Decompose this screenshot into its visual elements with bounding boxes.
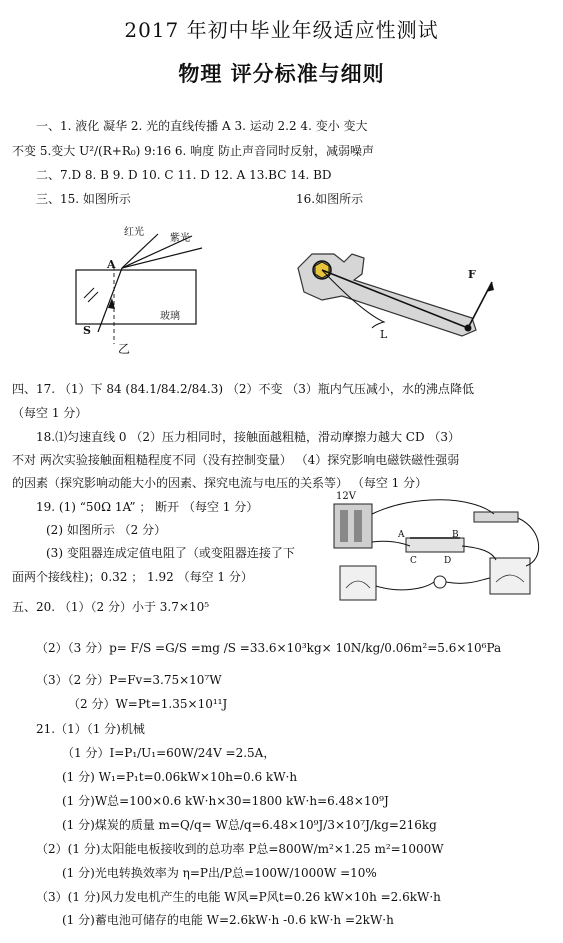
q16-label: 16.如图所示 <box>296 192 364 206</box>
q21-line7: (1 分)光电转换效率为 η=P出/P总=100W/1000W =10% <box>62 866 377 880</box>
lamp <box>434 576 446 588</box>
q20-line4: （2 分）W=Pt=1.35×10¹¹J <box>68 697 228 711</box>
force-arrowhead <box>486 282 494 292</box>
lever-arm-line <box>322 270 468 328</box>
q21-line9: (1 分)蓄电池可储存的电能 W=2.6kW·h -0.6 kW·h =2kW·h <box>62 913 394 927</box>
wire-5 <box>446 578 490 583</box>
q21-line4: (1 分)W总=100×0.6 kW·h×30=1800 kW·h=6.48×10⁹J <box>62 794 389 808</box>
battery-cell-1 <box>340 510 348 542</box>
red-light-label: 红光 <box>124 227 144 238</box>
voltmeter <box>490 558 530 594</box>
battery-label: 12V <box>336 491 356 502</box>
q19-line3: (3) 变阻器连成定值电阻了（或变阻器连接了下 <box>46 546 295 560</box>
q19-line2: (2) 如图所示 （2 分） <box>46 523 167 537</box>
section1-line1: 一、1. 液化 凝华 2. 光的直线传播 A 3. 运动 2.2 4. 变小 变大 <box>36 119 368 133</box>
wrench-figure <box>292 240 512 350</box>
q21-line5: (1 分)煤炭的质量 m=Q/q= W总/q=6.48×10⁹J/3×10⁷J/kg=216kg <box>62 818 437 832</box>
q19-line4: 面两个接线柱)；0.32 ； 1.92 （每空 1 分） <box>12 570 253 584</box>
purple-light-label: 紫光 <box>170 233 190 244</box>
hatch-mark-2 <box>88 292 98 302</box>
q18-line2: 不对 两次实验接触面粗糙程度不同（没有控制变量） （4）探究影响电磁铁磁性强弱 <box>12 453 460 467</box>
q18-line3: 的因素（探究影响动能大小的因素、探究电流与电压的关系等） （每空 1 分） <box>12 476 428 490</box>
page-subtitle: 物理 评分标准与细则 <box>178 62 385 86</box>
battery-cell-2 <box>354 510 362 542</box>
point-s-label: S <box>83 324 91 337</box>
q20-line2: （2）（3 分）p= F/S =G/S =mg /S =33.6×10³kg× 10N/kg/0.06m²=5.6×10⁶Pa <box>36 641 502 655</box>
figure-15-caption: 乙 <box>118 342 131 356</box>
switch <box>474 512 518 522</box>
terminal-c-label: C <box>410 556 417 566</box>
q21-line6: （2）(1 分)太阳能电板接收到的总功率 P总=800W/m²×1.25 m²=1000W <box>36 842 444 856</box>
q20-line3: （3）（2 分）P=Fv=3.75×10⁷W <box>36 673 222 687</box>
wire-4 <box>376 582 434 590</box>
q17-line1: 四、17. （1）下 84 (84.1/84.2/84.3) （2）不变 （3）瓶内气压减小，水的沸点降低 <box>12 382 474 396</box>
battery-box <box>334 504 372 548</box>
q21-line1: 21.（1）（1 分)机械 <box>36 722 145 736</box>
wire-3 <box>372 541 410 546</box>
circuit-figure <box>322 490 554 618</box>
rheostat <box>406 538 464 552</box>
section1-line2: 不变 5.变大 U²/(R+R₀) 9:16 6. 响度 防止声音同时反射，减弱噪声 <box>12 144 374 158</box>
force-label: F <box>468 268 476 281</box>
page-title: 2017 年初中毕业年级适应性测试 <box>124 18 439 42</box>
hatch-mark-1 <box>84 288 94 298</box>
q15-label: 三、15. 如图所示 <box>36 192 131 206</box>
terminal-d-label: D <box>444 556 452 566</box>
terminal-a-label: A <box>398 530 405 540</box>
q21-line3: (1 分) W₁=P₁t=0.06kW×10h=0.6 kW·h <box>62 770 298 784</box>
q21-line2: （1 分）I=P₁/U₁=60W/24V =2.5A， <box>62 746 276 760</box>
refracted-ray <box>122 248 202 268</box>
q20-line1: 五、20. （1）（2 分）小于 3.7×10⁵ <box>12 600 210 614</box>
terminal-b-label: B <box>452 530 459 540</box>
incident-ray <box>98 268 122 332</box>
q21-line8: （3）(1 分)风力发电机产生的电能 W风=P风t=0.26 kW×10h =2.6kW·h <box>36 890 441 904</box>
arm-label: L <box>380 328 388 341</box>
q19-line1: 19. (1) “50Ω 1A” ； 断开 （每空 1 分） <box>36 500 259 514</box>
q17-line2: （每空 1 分） <box>12 406 88 420</box>
glass-label: 玻璃 <box>160 311 180 322</box>
section2-answers: 二、7.D 8. B 9. D 10. C 11. D 12. A 13.BC 14. BD <box>36 168 332 182</box>
point-a-label: A <box>107 258 116 271</box>
q18-line1: 18.⑴匀速直线 0 （2）压力相同时，接触面越粗糙，滑动摩擦力越大 CD （3） <box>36 430 461 444</box>
ammeter <box>340 566 376 600</box>
